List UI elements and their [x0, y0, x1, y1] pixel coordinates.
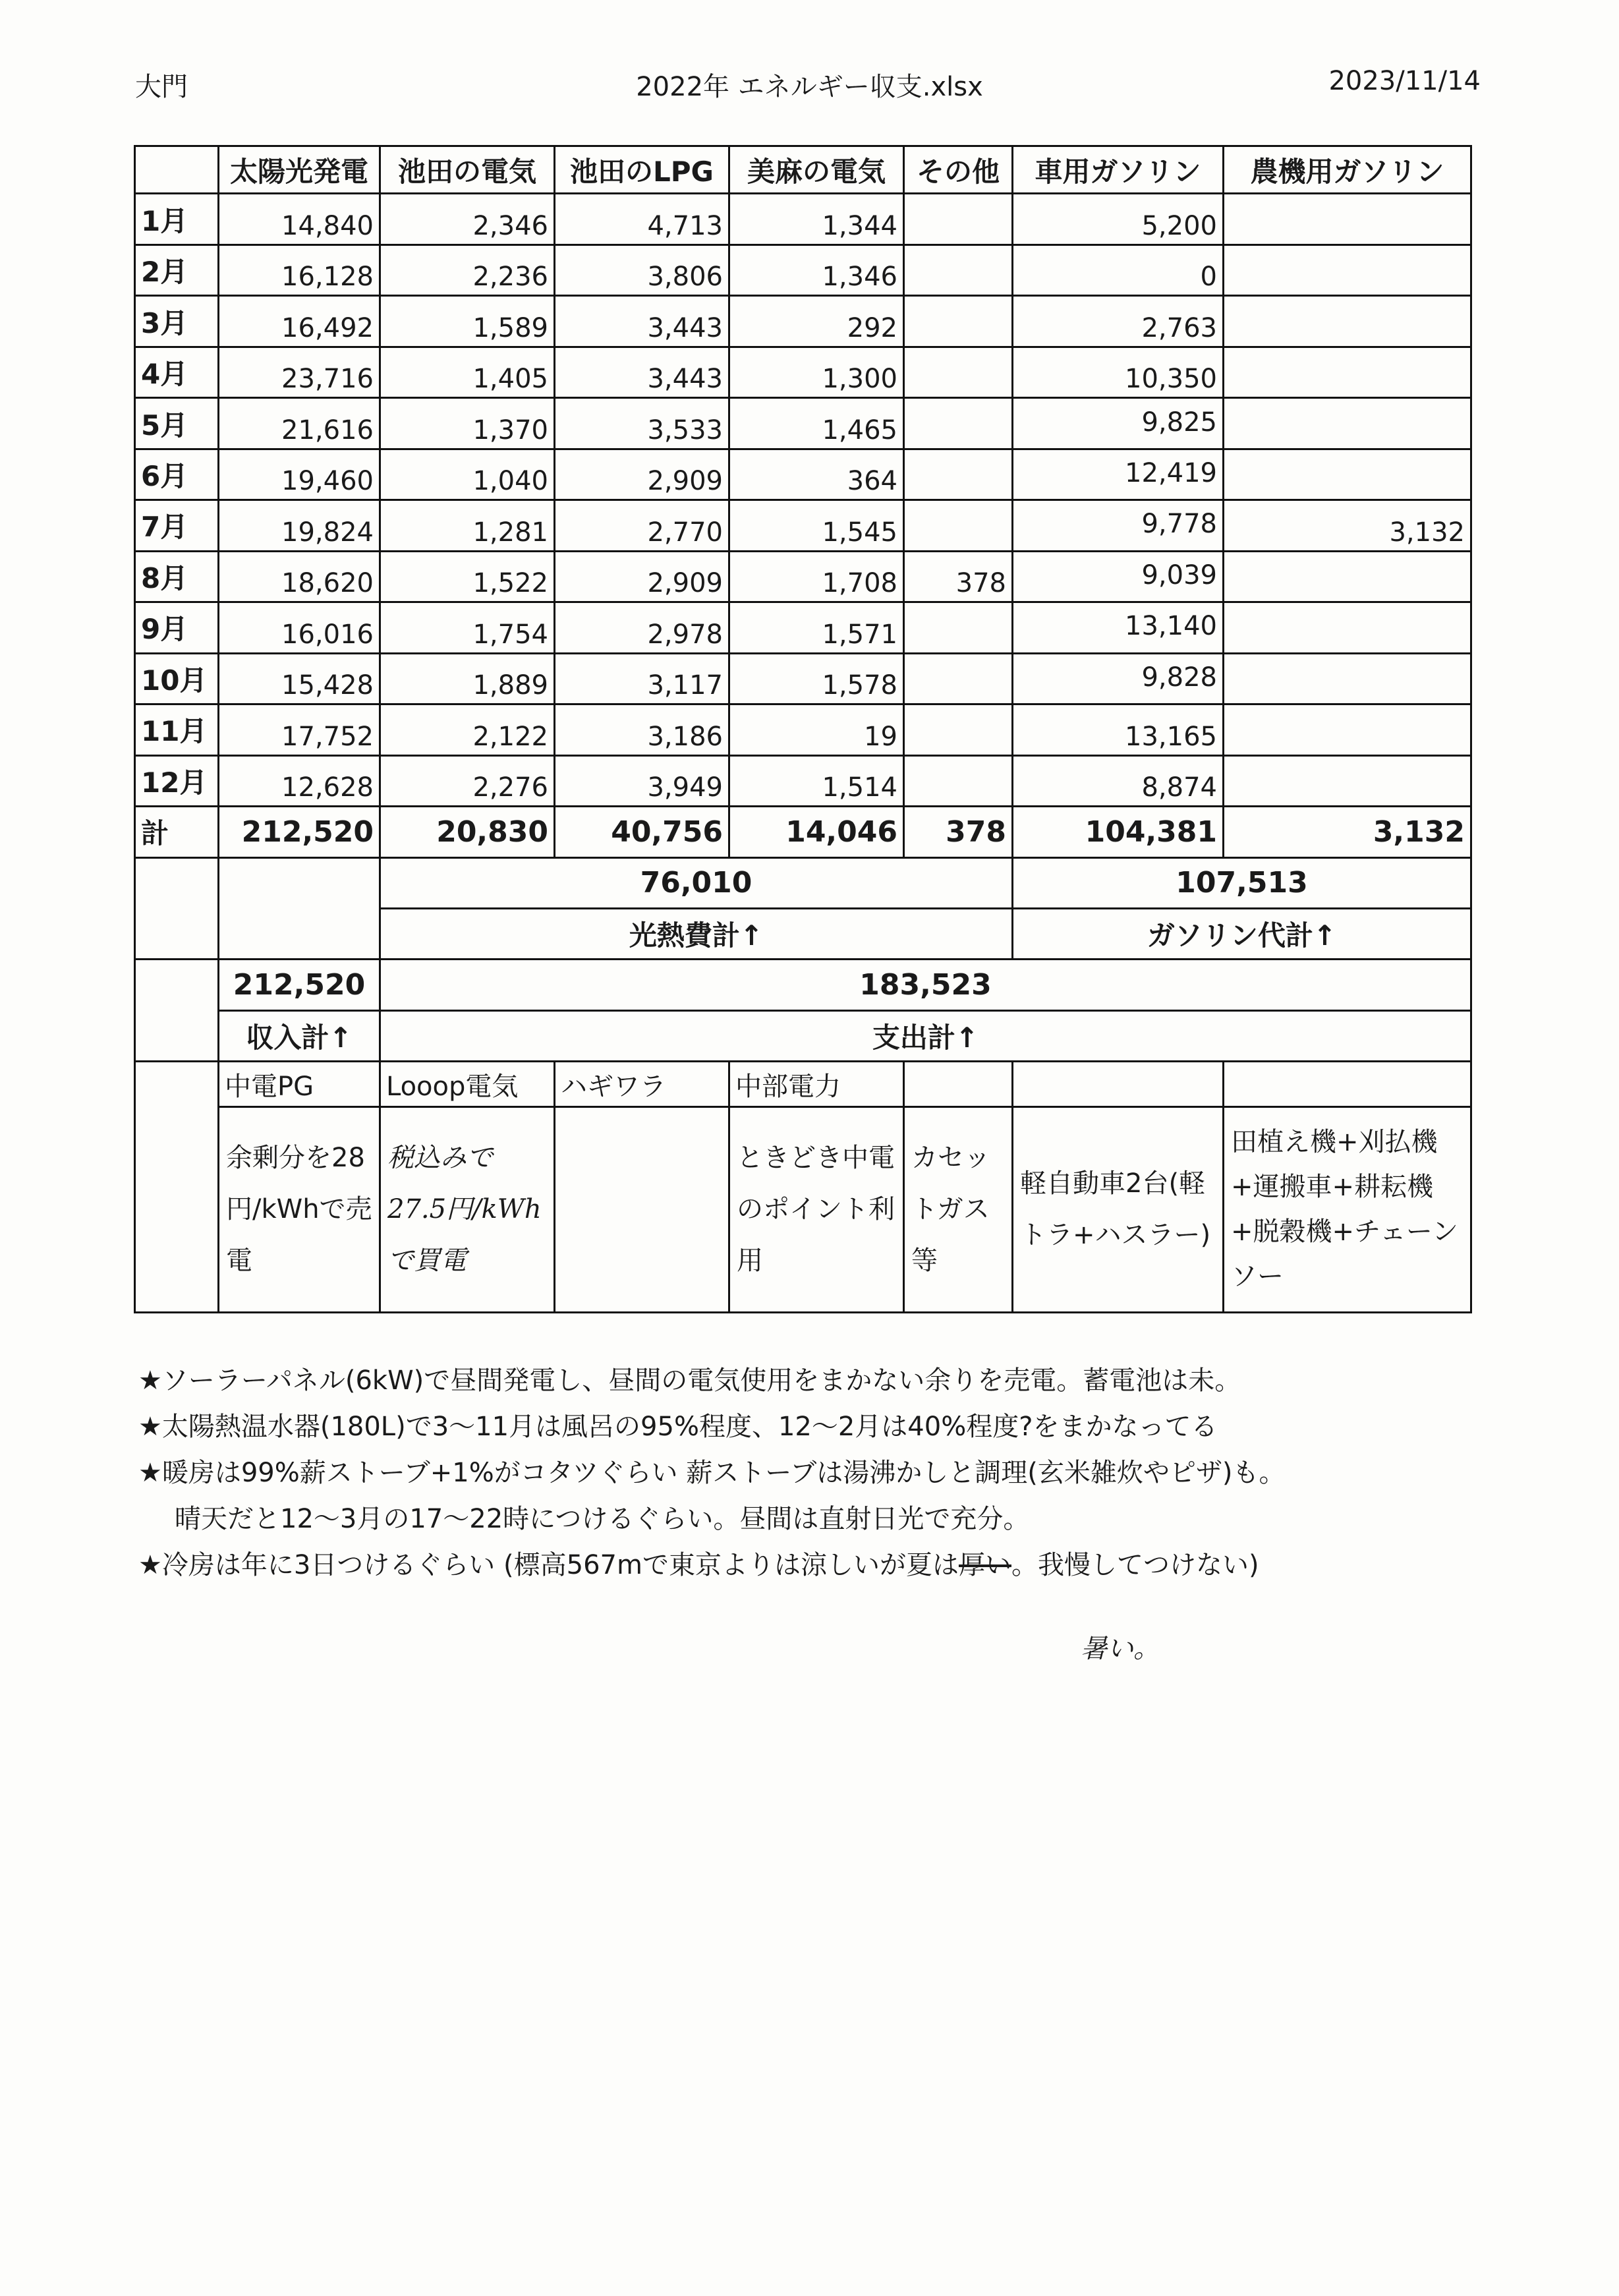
value-cell [904, 296, 1013, 347]
handwritten-correction: 暑い。 [1081, 1634, 1160, 1664]
month-row [135, 551, 1471, 602]
footnote-text: 。我慢してつけない) [1011, 1550, 1259, 1580]
total-cell: 40,756 [555, 807, 729, 857]
col-header: 農機用ガソリン [1224, 146, 1471, 194]
blank-cell [219, 857, 380, 908]
energy-ledger-table [134, 145, 1472, 1313]
note-text: ときどき中電のポイント利用 [737, 1143, 895, 1277]
gasoline-total: 107,513 [1013, 857, 1471, 908]
utilities-total: 76,010 [380, 857, 1013, 908]
value-cell: 1,465 [729, 398, 904, 449]
expense-total: 183,523 [380, 960, 1471, 1010]
value-cell: 2,236 [380, 244, 555, 295]
value-cell: 1,346 [729, 244, 904, 295]
subtotal-row [135, 857, 1471, 908]
value-cell: 0 [1013, 244, 1224, 295]
month-row [135, 296, 1471, 347]
value-cell: 12,628 [219, 755, 380, 806]
value-cell [1224, 704, 1471, 755]
value-cell [1224, 347, 1471, 397]
value-cell: 1,405 [380, 347, 555, 397]
total-cell: 212,520 [219, 807, 380, 857]
value-cell: 18,620 [219, 551, 380, 602]
document-title: 2022年 エネルギー収支.xlsx [636, 72, 983, 102]
value-cell: 19,824 [219, 500, 380, 551]
month-row [135, 398, 1471, 449]
footnote: ★暖房は99%薪ストーブ+1%がコタツぐらい 薪ストーブは湯沸かしと調理(玄米雑炊やピザ)も。 [138, 1458, 1286, 1488]
blank-cell [135, 1010, 219, 1061]
col-header: 車用ガソリン [1013, 146, 1224, 194]
month-label: 12月 [135, 755, 219, 806]
value-cell [904, 194, 1013, 244]
value-cell: 2,346 [380, 194, 555, 244]
total-cell: 378 [904, 807, 1013, 857]
value-cell: 1,300 [729, 347, 904, 397]
value-cell: 3,186 [555, 704, 729, 755]
footnote [138, 1542, 1588, 1588]
month-label: 10月 [135, 653, 219, 704]
value-cell: 16,016 [219, 602, 380, 653]
value-cell: 1,708 [729, 551, 904, 602]
value-cell [904, 500, 1013, 551]
balance-row [135, 960, 1471, 1010]
value-cell: 16,492 [219, 296, 380, 347]
col-header: 池田の電気 [380, 146, 555, 194]
handwritten-note-cell [380, 1106, 555, 1312]
value-cell: 9,778 [1013, 500, 1224, 551]
value-cell: 1,545 [729, 500, 904, 551]
expense-caption: 支出計↑ [380, 1010, 1471, 1061]
value-cell: 3,117 [555, 653, 729, 704]
value-cell: 9,825 [1013, 398, 1224, 449]
value-cell: 13,165 [1013, 704, 1224, 755]
value-cell [1224, 551, 1471, 602]
total-cell: 104,381 [1013, 807, 1224, 857]
provider-cell: 中電PG [219, 1062, 380, 1106]
value-cell [904, 653, 1013, 704]
value-cell: 21,616 [219, 398, 380, 449]
provider-cell: ハギワラ [555, 1062, 729, 1106]
note-text: 軽自動車2台(軽トラ+ハスラー) [1020, 1168, 1211, 1251]
total-label: 計 [135, 807, 219, 857]
value-cell: 1,589 [380, 296, 555, 347]
month-row [135, 244, 1471, 295]
value-cell: 16,128 [219, 244, 380, 295]
footnote: ★ソーラーパネル(6kW)で昼間発電し、昼間の電気使用をまかない余りを売電。蓄電池は未。 [138, 1365, 1241, 1396]
blank-cell [135, 857, 219, 908]
value-cell [904, 398, 1013, 449]
value-cell: 1,040 [380, 449, 555, 500]
value-cell: 2,276 [380, 755, 555, 806]
footnote: 晴天だと12〜3月の17〜22時につけるぐらい。昼間は直射日光で充分。 [175, 1504, 1030, 1534]
value-cell: 1,571 [729, 602, 904, 653]
total-cell: 14,046 [729, 807, 904, 857]
month-row [135, 602, 1471, 653]
value-cell: 3,132 [1224, 500, 1471, 551]
footnote: ★太陽熱温水器(180L)で3〜11月は風呂の95%程度、12〜2月は40%程度?をまかなってる [138, 1412, 1218, 1442]
value-cell: 1,754 [380, 602, 555, 653]
value-cell: 2,909 [555, 551, 729, 602]
value-cell: 19,460 [219, 449, 380, 500]
value-cell: 364 [729, 449, 904, 500]
value-cell [904, 755, 1013, 806]
value-cell [1224, 244, 1471, 295]
note-text: 余剰分を28円/kWhで売電 [226, 1143, 372, 1277]
total-cell: 3,132 [1224, 807, 1471, 857]
value-cell: 14,840 [219, 194, 380, 244]
month-row [135, 347, 1471, 397]
provider-cell: 中部電力 [729, 1062, 904, 1106]
note-cell [729, 1106, 904, 1312]
provider-cell [904, 1062, 1013, 1106]
month-row [135, 653, 1471, 704]
value-cell [904, 704, 1013, 755]
month-label: 11月 [135, 704, 219, 755]
value-cell: 1,522 [380, 551, 555, 602]
header-date: 2023/11/14 [1328, 66, 1481, 96]
provider-cell [1224, 1062, 1471, 1106]
note-cell [1013, 1106, 1224, 1312]
header-left: 大門 [135, 72, 188, 102]
value-cell [904, 602, 1013, 653]
value-cell: 2,122 [380, 704, 555, 755]
month-label: 8月 [135, 551, 219, 602]
col-header: 美麻の電気 [729, 146, 904, 194]
month-row [135, 755, 1471, 806]
value-cell: 9,039 [1013, 551, 1224, 602]
blank-cell [135, 960, 219, 1010]
value-cell [1224, 449, 1471, 500]
corner-cell [135, 146, 219, 194]
gasoline-caption: ガソリン代計↑ [1013, 909, 1471, 960]
value-cell: 8,874 [1013, 755, 1224, 806]
month-label: 5月 [135, 398, 219, 449]
value-cell: 9,828 [1013, 653, 1224, 704]
value-cell: 15,428 [219, 653, 380, 704]
handwritten-note: 税込みで27.5円/kWhで買電 [387, 1143, 542, 1277]
value-cell: 1,514 [729, 755, 904, 806]
month-row [135, 704, 1471, 755]
note-text: カセットガス等 [911, 1143, 990, 1277]
month-label: 2月 [135, 244, 219, 295]
value-cell [904, 347, 1013, 397]
value-cell [904, 244, 1013, 295]
provider-cell [1013, 1062, 1224, 1106]
value-cell: 1,344 [729, 194, 904, 244]
col-header: 池田のLPG [555, 146, 729, 194]
value-cell: 378 [904, 551, 1013, 602]
value-cell: 4,713 [555, 194, 729, 244]
blank-cell [135, 1062, 219, 1106]
value-cell: 3,533 [555, 398, 729, 449]
value-cell: 5,200 [1013, 194, 1224, 244]
value-cell: 3,949 [555, 755, 729, 806]
month-label: 9月 [135, 602, 219, 653]
footnotes [138, 1358, 1588, 1588]
value-cell: 3,443 [555, 347, 729, 397]
value-cell: 19 [729, 704, 904, 755]
blank-cell [219, 909, 380, 960]
income-total: 212,520 [219, 960, 380, 1010]
value-cell [1224, 194, 1471, 244]
note-text: 田植え機+刈払機+運搬車+耕耘機+脱穀機+チェーンソー [1231, 1127, 1459, 1292]
total-row [135, 807, 1471, 857]
month-label: 1月 [135, 194, 219, 244]
value-cell [904, 449, 1013, 500]
blank-cell [135, 1106, 219, 1312]
blank-cell [135, 909, 219, 960]
value-cell: 1,281 [380, 500, 555, 551]
value-cell [1224, 653, 1471, 704]
month-label: 7月 [135, 500, 219, 551]
utilities-caption: 光熱費計↑ [380, 909, 1013, 960]
col-header: その他 [904, 146, 1013, 194]
value-cell: 292 [729, 296, 904, 347]
value-cell: 1,889 [380, 653, 555, 704]
value-cell [1224, 296, 1471, 347]
month-row [135, 194, 1471, 244]
note-cell [904, 1106, 1013, 1312]
provider-cell: Looop電気 [380, 1062, 555, 1106]
value-cell: 2,763 [1013, 296, 1224, 347]
value-cell: 13,140 [1013, 602, 1224, 653]
value-cell [1224, 755, 1471, 806]
value-cell: 3,806 [555, 244, 729, 295]
col-header: 太陽光発電 [219, 146, 380, 194]
value-cell: 23,716 [219, 347, 380, 397]
note-cell [555, 1106, 729, 1312]
footnote-text: ★冷房は年に3日つけるぐらい (標高567mで東京よりは涼しいが夏は [138, 1550, 959, 1580]
balance-caption-row [135, 1010, 1471, 1061]
value-cell: 2,909 [555, 449, 729, 500]
subtotal-caption-row [135, 909, 1471, 960]
note-cell [1224, 1106, 1471, 1312]
provider-row [135, 1062, 1471, 1106]
month-label: 6月 [135, 449, 219, 500]
value-cell: 17,752 [219, 704, 380, 755]
value-cell: 1,578 [729, 653, 904, 704]
value-cell: 3,443 [555, 296, 729, 347]
value-cell: 2,770 [555, 500, 729, 551]
value-cell: 2,978 [555, 602, 729, 653]
month-row [135, 449, 1471, 500]
value-cell: 10,350 [1013, 347, 1224, 397]
value-cell [1224, 602, 1471, 653]
month-label: 4月 [135, 347, 219, 397]
value-cell: 1,370 [380, 398, 555, 449]
income-caption: 収入計↑ [219, 1010, 380, 1061]
month-row [135, 500, 1471, 551]
struck-text: 厚い [958, 1550, 1011, 1580]
total-cell: 20,830 [380, 807, 555, 857]
header-row [135, 146, 1471, 194]
notes-row [135, 1106, 1471, 1312]
value-cell [1224, 398, 1471, 449]
month-label: 3月 [135, 296, 219, 347]
value-cell: 12,419 [1013, 449, 1224, 500]
note-cell [219, 1106, 380, 1312]
